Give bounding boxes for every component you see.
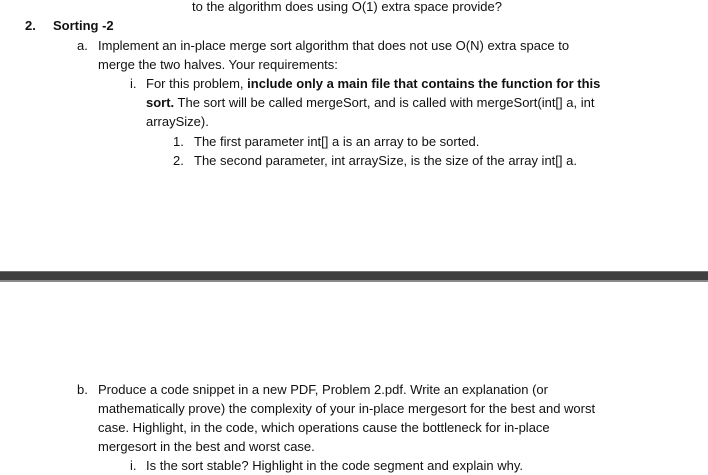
page-divider — [0, 271, 708, 282]
item-a-marker: a. — [77, 38, 88, 53]
item-a-i-line-3: arraySize). — [146, 114, 209, 129]
item-a-i-line-1-normal: For this problem, — [146, 76, 248, 91]
item-a-text-line-2: merge the two halves. Your requirements: — [98, 57, 338, 72]
item-a-i-line-2 — [146, 94, 594, 112]
requirement-2-marker: 2. — [173, 153, 184, 168]
item-a-i-line-1 — [146, 75, 600, 93]
item-b-text-line-4: mergesort in the best and worst case. — [98, 439, 315, 454]
item-a-text-line-1: Implement an in-place merge sort algorithm that does not use O(N) extra space to — [98, 38, 570, 53]
item-a-i-marker: i. — [130, 76, 137, 91]
item-b-i-marker: i. — [130, 458, 137, 473]
item-b-marker: b. — [77, 382, 88, 397]
item-a-i-line-2-normal: The sort will be called mergeSort, and is called with mergeSort(int[] a, int — [174, 95, 595, 110]
item-b-text-line-1: Produce a code snippet in a new PDF, Problem 2.pdf. Write an explanation (or — [98, 382, 548, 397]
item-b-text-line-3: case. Highlight, in the code, which operations cause the bottleneck for in-place — [98, 420, 550, 435]
requirement-1-text: The first parameter int[] a is an array to be sorted. — [194, 134, 480, 149]
item-b-text-line-2: mathematically prove) the complexity of your in-place mergesort for the best and worst — [98, 401, 596, 416]
section-title: Sorting -2 — [53, 18, 114, 33]
requirement-1-marker: 1. — [173, 134, 184, 149]
continued-question-text: to the algorithm does using O(1) extra space provide? — [192, 0, 503, 14]
item-a-i-line-1-bold: include only a main file that contains the function for this — [247, 76, 601, 91]
item-b-i-text: Is the sort stable? Highlight in the code segment and explain why. — [146, 458, 523, 473]
section-number: 2. — [25, 18, 36, 33]
requirement-2-text: The second parameter, int arraySize, is the size of the array int[] a. — [194, 153, 577, 168]
item-a-i-line-2-bold: sort. — [146, 95, 175, 110]
